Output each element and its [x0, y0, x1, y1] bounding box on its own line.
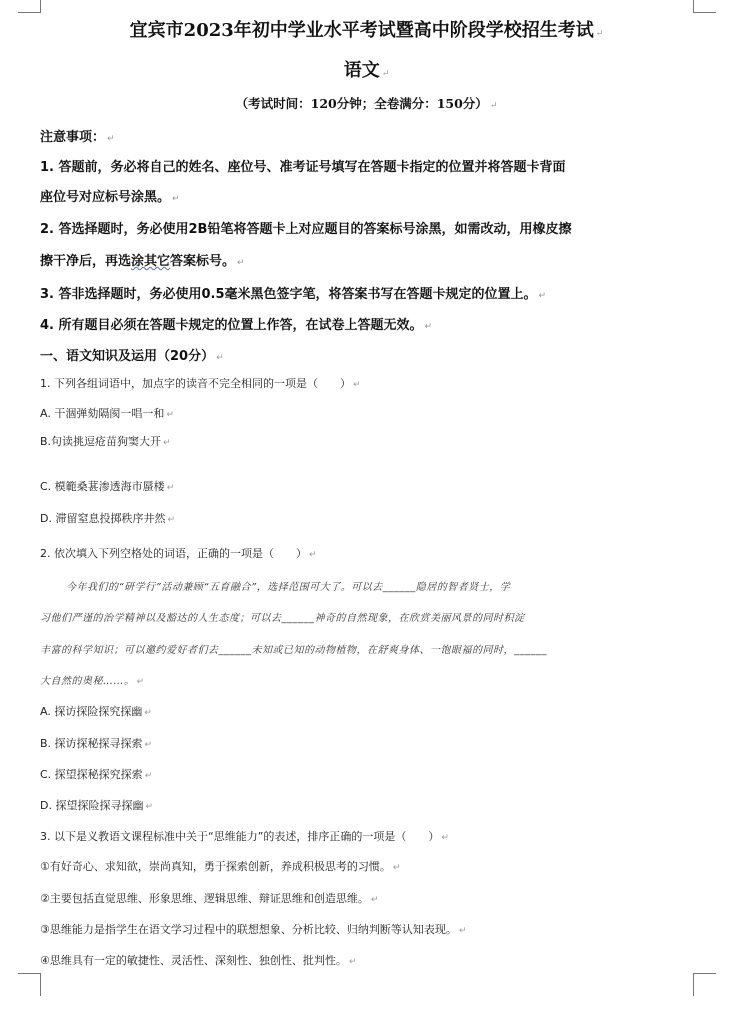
q1-option-b: B.句读挑逗疮苗狗窦大开 ↵ — [40, 435, 171, 448]
q1-option-c: C. 模範桑葚渗透海市蜃楼 ↵ — [40, 480, 175, 493]
q2-option-c: C. 探望探秘探究探索 ↵ — [40, 768, 153, 781]
note-3: 3. 答非选择题时，务必使用0.5毫米黑色签字笔，将答案书写在答题卡规定的位置上。 ↵ — [40, 287, 547, 302]
q2-passage-line-2: 习他们严谨的治学精神以及豁达的人生态度；可以去______神奇的自然现象，在欣赏美丽风景的同时积淀 — [40, 613, 525, 624]
q1-option-a: A. 干涸弹劾隔阂一唱一和 ↵ — [40, 407, 174, 420]
note-1-line-1: 1. 答题前，务必将自己的姓名、座位号、准考证号填写在答题卡指定的位置并将答题卡背面 — [40, 160, 566, 175]
note-4: 4. 所有题目必须在答题卡规定的位置上作答，在试卷上答题无效。 ↵ — [40, 318, 433, 333]
q2-option-a: A. 探访探险探究探幽 ↵ — [40, 705, 152, 718]
q2-passage-line-3: 丰富的科学知识；可以邀约爱好者们去______未知或已知的动物植物，在舒爽身体、一饱眼福的同时，______ — [40, 645, 547, 656]
q1-stem: 1. 下列各组词语中，加点字的读音不完全相同的一项是（ ） ↵ — [40, 377, 361, 390]
q2-stem: 2. 依次填入下列空格处的词语，正确的一项是（ ） ↵ — [40, 547, 317, 560]
q2-option-d: D. 探望探险探寻探幽 ↵ — [40, 799, 154, 812]
subject-title: 语文 ↵ — [343, 60, 390, 81]
q3-item-1: ①有好奇心、求知欲，崇尚真知，勇于探索创新，养成积极思考的习惯。 ↵ — [40, 860, 401, 873]
q2-passage-line-4: 大自然的奥秘……。 ↵ — [40, 676, 145, 687]
q3-item-2: ②主要包括直觉思维、形象思维、逻辑思维、辩证思维和创造思维。 ↵ — [40, 892, 379, 905]
note-2-line-2: 擦干净后，再选涂其它答案标号。 ↵ — [40, 254, 245, 269]
q2-option-b: B. 探访探秘探寻探索 ↵ — [40, 737, 153, 750]
notes-heading: 注意事项： ↵ — [40, 130, 115, 145]
note-1-line-2: 座位号对应标号涂黑。 ↵ — [40, 190, 180, 205]
spellcheck-underline: 涂其它 — [131, 254, 171, 269]
q3-item-4: ④思维具有一定的敏捷性、灵活性、深刻性、独创性、批判性。 ↵ — [40, 954, 357, 967]
crop-mark-top-right — [693, 0, 716, 13]
crop-mark-top-left — [18, 0, 41, 13]
q2-passage-line-1: 今年我们的“研学行”活动兼顾“五育融合”，选择范围可大了。可以去______隐居的智者贤士，学 — [66, 582, 511, 593]
exam-title: 宜宾市2023年初中学业水平考试暨高中阶段学校招生考试 ↵ — [129, 20, 604, 41]
crop-mark-bottom-right — [693, 973, 716, 996]
exam-info: （考试时间：120分钟；全卷满分：150分） ↵ — [235, 96, 498, 111]
crop-mark-bottom-left — [18, 973, 41, 996]
q3-item-3: ③思维能力是指学生在语文学习过程中的联想想象、分析比较、归纳判断等认知表现。 ↵ — [40, 923, 467, 936]
note-2-line-1: 2. 答选择题时，务必使用2B铅笔将答题卡上对应题目的答案标号涂黑，如需改动，用橡皮擦 — [40, 222, 572, 237]
q3-stem: 3. 以下是义教语文课程标准中关于“思维能力”的表述，排序正确的一项是（ ） ↵ — [40, 830, 449, 843]
q1-option-d: D. 滞留窒息投掷秩序井然 ↵ — [40, 512, 176, 525]
section-1-heading: 一、语文知识及运用（20分） ↵ — [40, 349, 224, 364]
